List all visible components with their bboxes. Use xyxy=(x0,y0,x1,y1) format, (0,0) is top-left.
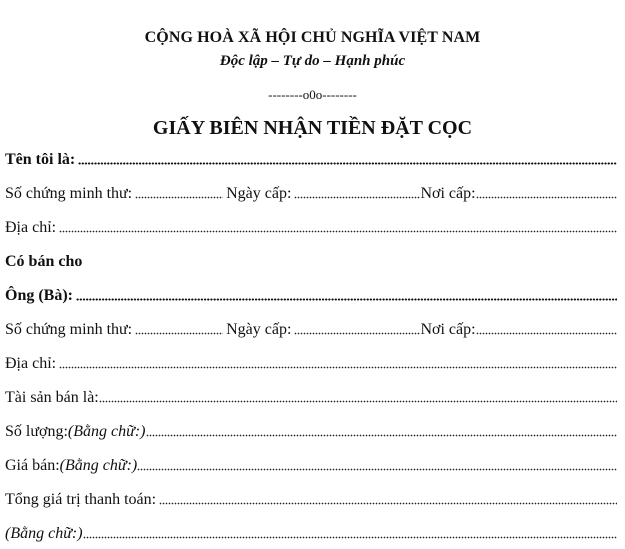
asset-label: Tài sản bán là: xyxy=(5,389,99,406)
quantity-row xyxy=(5,420,617,442)
total-words-row xyxy=(5,522,617,544)
price-label: Giá bán: xyxy=(5,457,60,474)
buyer-address-label: Địa chỉ: xyxy=(5,355,57,372)
asset-row xyxy=(5,386,617,408)
price-field[interactable] xyxy=(137,466,617,472)
total-words-label: (Bằng chữ:) xyxy=(5,525,83,542)
seller-issue-place-field[interactable] xyxy=(476,194,617,200)
total-field[interactable] xyxy=(159,500,617,506)
seller-address-label: Địa chỉ: xyxy=(5,219,57,236)
seller-id-label: Số chứng minh thư: xyxy=(5,185,133,202)
buyer-issue-date-label: Ngày cấp: xyxy=(226,321,292,338)
price-row xyxy=(5,454,617,476)
sold-to-heading: Có bán cho xyxy=(5,253,83,270)
sold-to-heading-row xyxy=(5,250,617,272)
buyer-issue-place-label: Nơi cấp: xyxy=(420,321,476,338)
seller-name-label: Tên tôi là: xyxy=(5,151,76,168)
motto: Độc lập – Tự do – Hạnh phúc xyxy=(219,53,406,69)
buyer-id-field[interactable] xyxy=(135,330,223,336)
seller-issue-date-label: Ngày cấp: xyxy=(226,185,292,202)
buyer-name-label: Ông (Bà): xyxy=(5,287,73,304)
total-label: Tổng giá trị thanh toán: xyxy=(5,491,157,508)
buyer-name-row xyxy=(5,284,617,306)
seller-address-field[interactable] xyxy=(59,228,617,234)
seller-issue-place-label: Nơi cấp: xyxy=(420,185,476,202)
seller-id-field[interactable] xyxy=(135,194,223,200)
buyer-id-row xyxy=(5,318,617,340)
separator: --------o0o-------- xyxy=(268,87,357,102)
seller-issue-date-field[interactable] xyxy=(294,194,420,200)
quantity-label: Số lượng: xyxy=(5,423,68,440)
buyer-issue-place-field[interactable] xyxy=(476,330,617,336)
quantity-words-label: (Bằng chữ:) xyxy=(67,423,146,440)
seller-name-field[interactable] xyxy=(78,160,617,166)
buyer-address-row xyxy=(5,352,617,374)
price-words-label: (Bằng chữ:) xyxy=(59,457,138,474)
buyer-id-label: Số chứng minh thư: xyxy=(5,321,133,338)
seller-id-row xyxy=(5,182,617,204)
buyer-issue-date-field[interactable] xyxy=(294,330,420,336)
seller-name-row xyxy=(5,148,617,170)
nation-heading: CỘNG HOÀ XÃ HỘI CHỦ NGHĨA VIỆT NAM xyxy=(144,29,481,46)
total-row xyxy=(5,488,617,510)
buyer-address-field[interactable] xyxy=(59,364,617,370)
document-title: GIẤY BIÊN NHẬN TIỀN ĐẶT CỌC xyxy=(152,117,473,139)
quantity-field[interactable] xyxy=(146,432,617,438)
asset-field[interactable] xyxy=(99,398,617,404)
seller-address-row xyxy=(5,216,617,238)
total-words-field[interactable] xyxy=(83,534,617,540)
buyer-name-field[interactable] xyxy=(76,296,617,302)
